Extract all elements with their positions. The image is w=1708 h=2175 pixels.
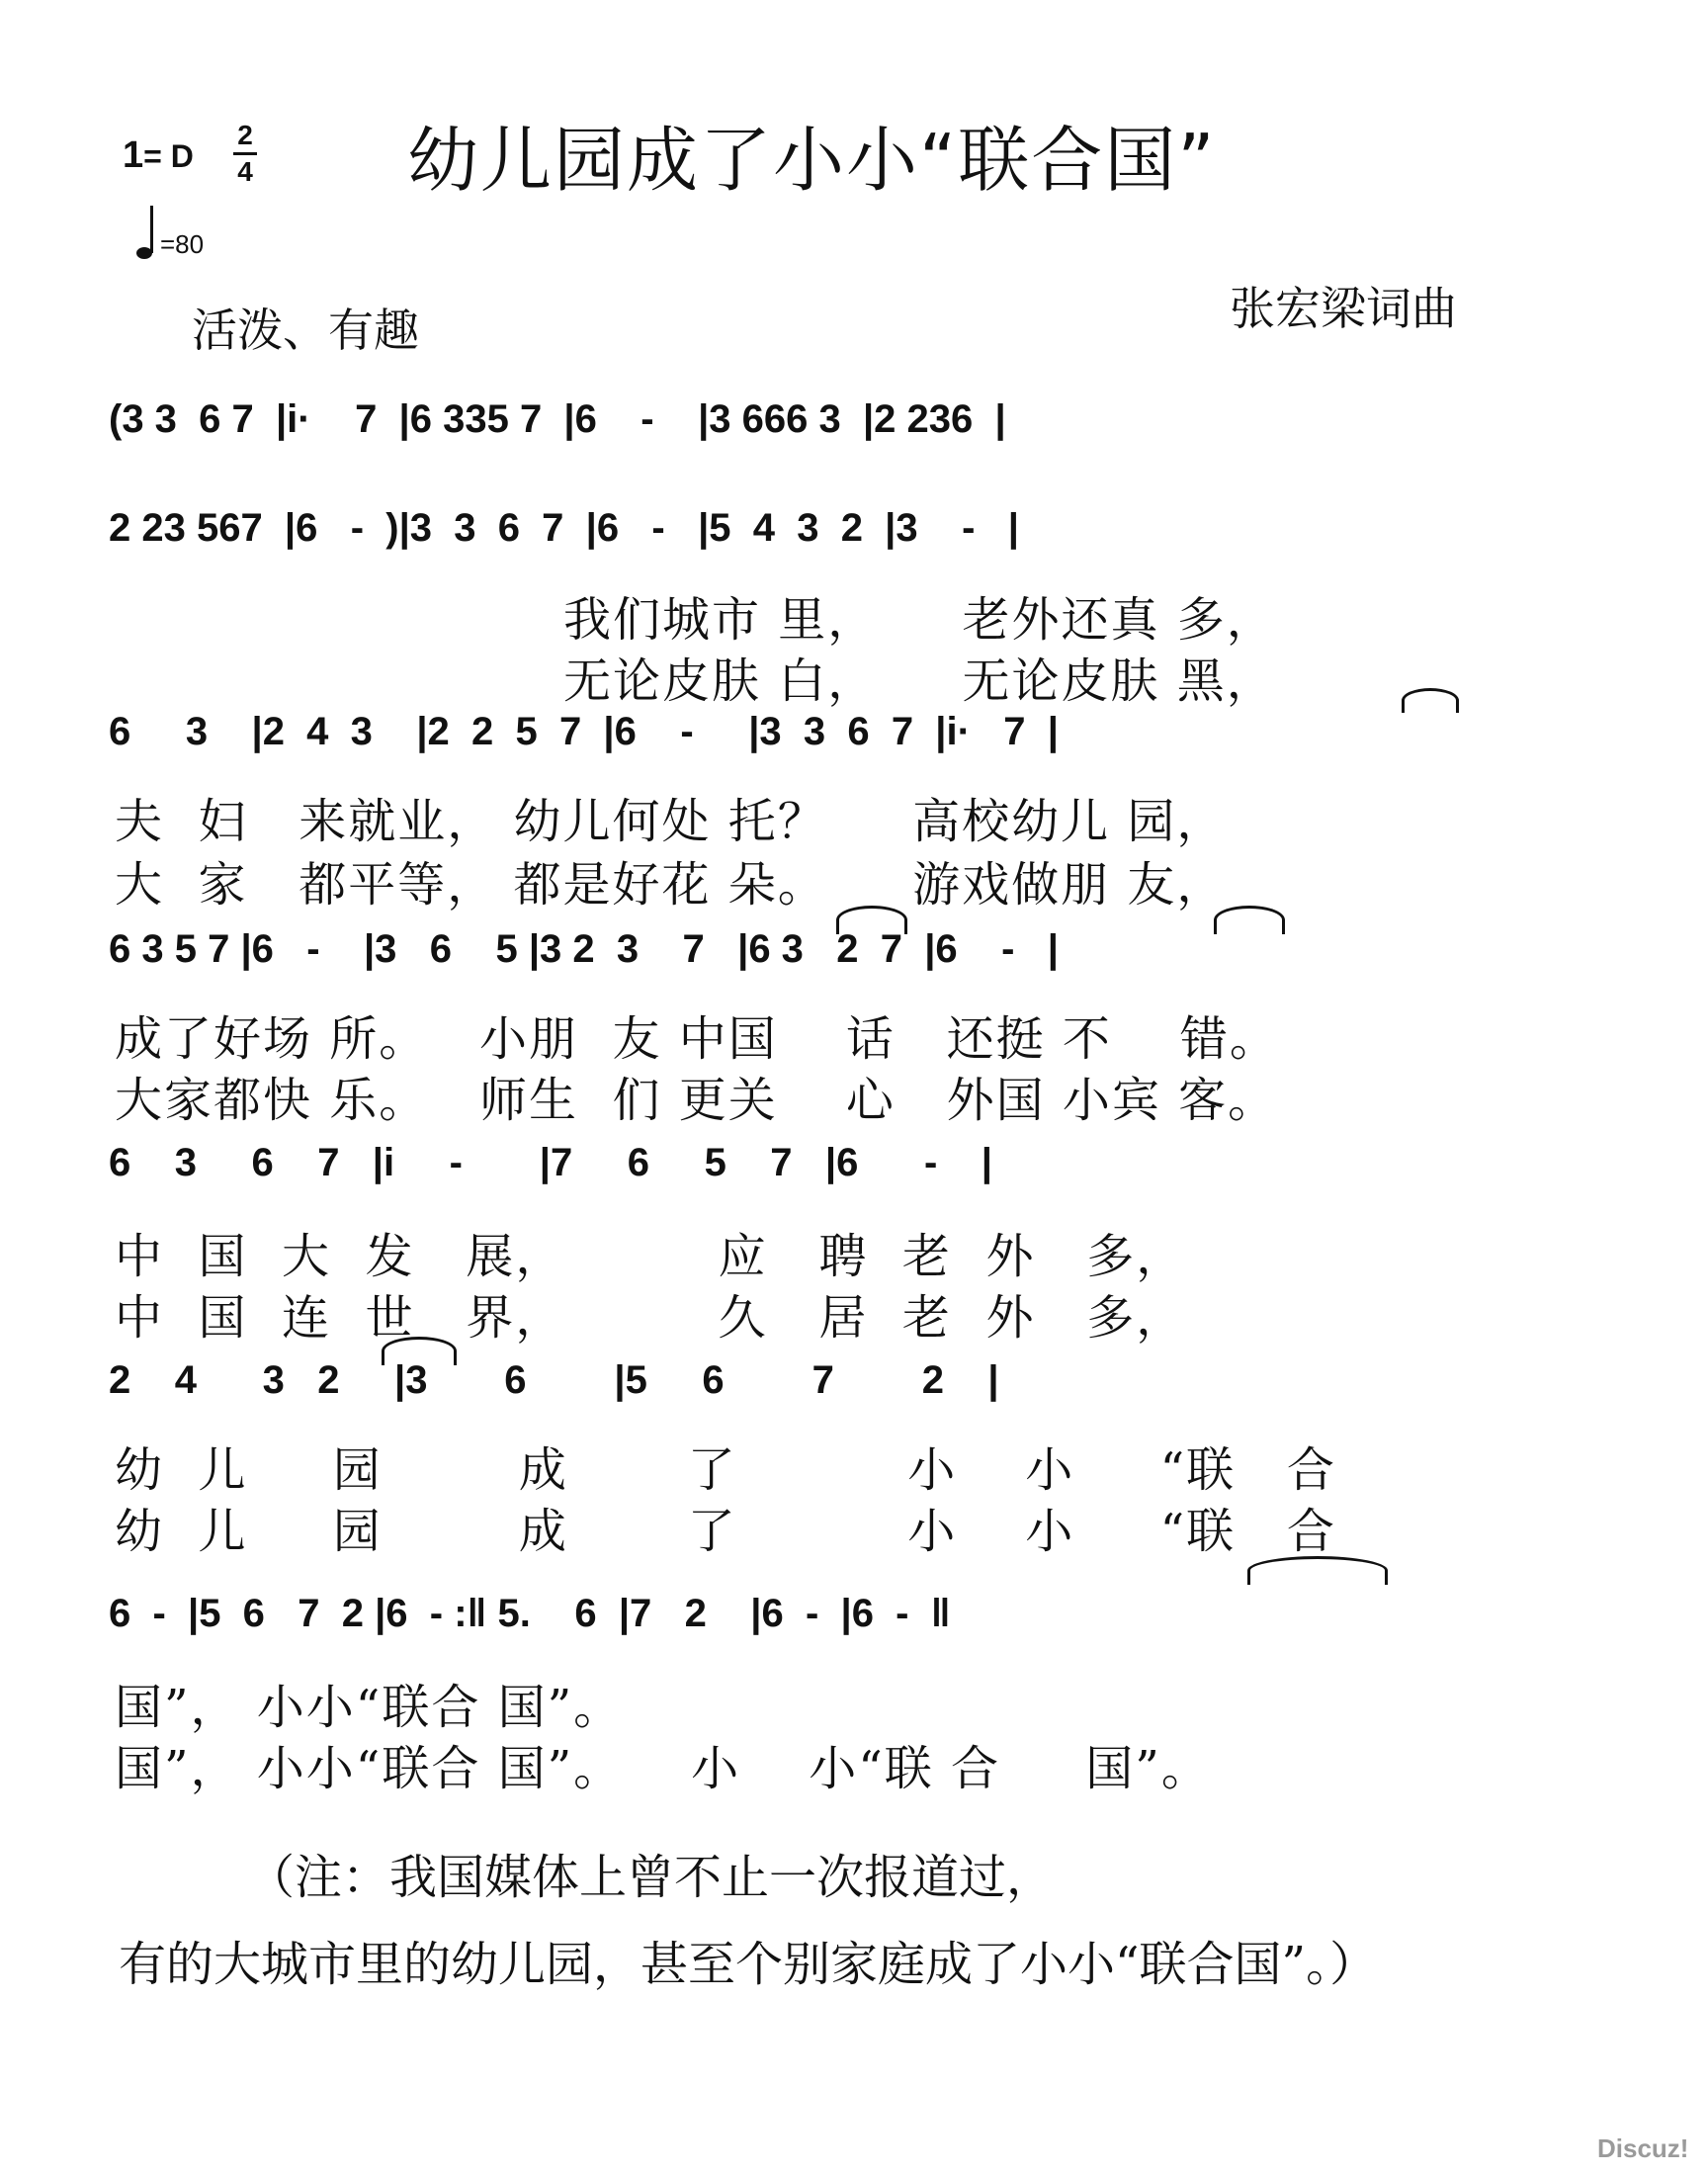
music-row-5 — [109, 1141, 992, 1200]
lyric-line: 大 家 都平等， 都是好花 朵。 游戏做朋 友， — [115, 857, 1227, 913]
music-line: 2 4 3 2 |3 6 |5 6 7 2 | — [109, 1358, 999, 1402]
lyric-line: 大家都快 乐。 师生 们 更关 心 外国 小宾 客。 — [115, 1073, 1278, 1128]
lyric-line: 幼 儿 园 成 了 小 小 “联 合 — [115, 1504, 1336, 1559]
time-denominator: 4 — [237, 156, 253, 187]
lyric-line: 成了好场 所。 小朋 友 中国 话 还挺 不 错。 — [115, 1011, 1279, 1067]
time-numerator: 2 — [237, 120, 253, 150]
music-line: 6 3 6 7 |i - |7 6 5 7 |6 - | — [109, 1141, 992, 1184]
key-signature: 1= D — [123, 134, 194, 176]
author-credit: 张宏梁词曲 — [1230, 282, 1457, 335]
music-line: 2 23 567 |6 - )|3 3 6 7 |6 - |5 4 3 2 |3 - | — [109, 506, 1019, 550]
music-row-4 — [109, 927, 1059, 987]
lyric-line: 夫 妇 来就业， 幼儿何处 托？ 高校幼儿 园， — [115, 794, 1227, 849]
slur-mark — [1247, 1556, 1388, 1585]
lyric-line: 中 国 大 发 展， 应 聘 老 外 多， — [115, 1229, 1186, 1284]
music-line: 6 3 5 7 |6 - |3 6 5 |3 2 3 7 |6 3 2 7 |6 - | — [109, 927, 1059, 971]
watermark: Discuz! — [1597, 2133, 1689, 2163]
lyric-line: 我们城市 里， 老外还真 多， — [563, 592, 1276, 648]
music-row-1 — [109, 397, 1006, 457]
music-row-7 — [109, 1592, 951, 1651]
song-title: 幼儿园成了小小“联合国” — [407, 119, 1217, 202]
music-line: (3 3 6 7 |i· 7 |6 335 7 |6 - |3 666 3 |2 236 | — [109, 397, 1006, 441]
time-signature — [233, 121, 257, 187]
expression-marking: 活泼、有趣 — [192, 304, 419, 357]
lyric-line: 国”， 小小“联合 国”。 — [115, 1680, 624, 1735]
lyric-line: 国”， 小小“联合 国”。 小 小“联 合 国”。 — [115, 1741, 1211, 1796]
footnote-line-2: 有的大城市里的幼儿园，甚至个别家庭成了小小“联合国”。） — [119, 1937, 1378, 1992]
lyric-line: 无论皮肤 白， 无论皮肤 黑， — [563, 653, 1276, 709]
quarter-note-icon — [136, 204, 158, 261]
music-row-2 — [109, 506, 1019, 566]
slur-mark — [1402, 688, 1459, 713]
lyric-line: 中 国 连 世 界， 久 居 老 外 多， — [115, 1290, 1186, 1346]
music-line: 6 - |5 6 7 2 |6 - :‖ 5. 6 |7 2 |6 - |6 - ‖ — [109, 1592, 951, 1635]
music-row-6 — [109, 1358, 999, 1418]
tempo-marking: =80 — [160, 229, 205, 259]
music-line: 6 3 |2 4 3 |2 2 5 7 |6 - |3 3 6 7 |i· 7 | — [109, 710, 1059, 753]
slur-mark — [1214, 906, 1285, 934]
footnote-line-1: （注：我国媒体上曾不止一次报道过， — [247, 1850, 1055, 1905]
music-row-3 — [109, 710, 1059, 769]
lyric-line: 幼 儿 园 成 了 小 小 “联 合 — [115, 1442, 1336, 1498]
